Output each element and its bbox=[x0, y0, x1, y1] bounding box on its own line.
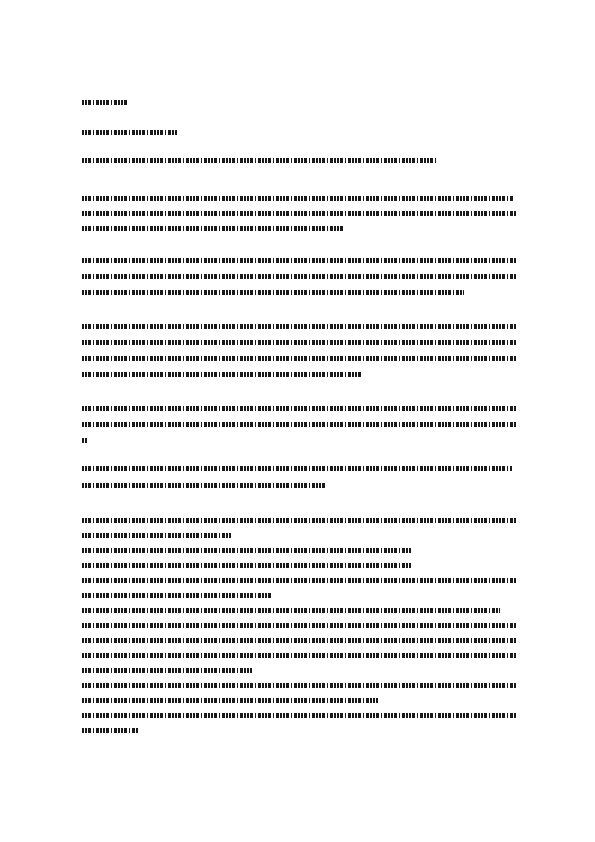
header-line bbox=[82, 130, 516, 136]
paragraph-5 bbox=[82, 466, 516, 489]
paragraph-2 bbox=[82, 258, 516, 296]
paragraph-3 bbox=[82, 324, 516, 378]
header-date bbox=[82, 100, 516, 106]
paragraph-6 bbox=[82, 518, 516, 734]
paragraph-4 bbox=[82, 406, 516, 444]
document-heading bbox=[82, 158, 516, 164]
header-line bbox=[82, 100, 516, 106]
paragraph-1 bbox=[82, 196, 516, 232]
header-reference bbox=[82, 130, 516, 136]
